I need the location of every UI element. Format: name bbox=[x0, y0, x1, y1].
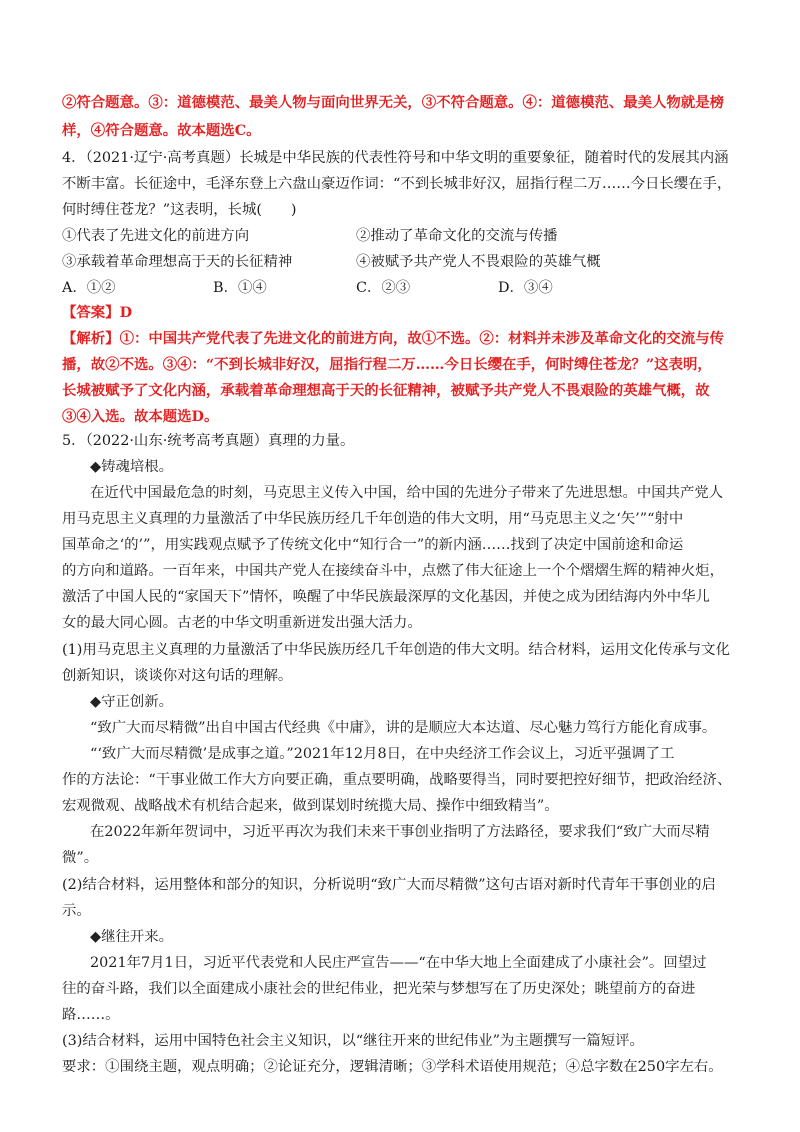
q5-stem: 5．（2022·山东·统考高考真题）真理的力量。 bbox=[62, 433, 355, 449]
q5-section-3-title: ◆继往开来。 bbox=[90, 929, 174, 945]
q4-analysis-line-4: ③④入选。故本题选D。 bbox=[62, 408, 219, 425]
q4-analysis-line-3: 长城被赋予了文化内涵，承载着革命理想高于天的长征精神，被赋予共产党人不畏艰险的英雄气概，故 bbox=[62, 382, 710, 399]
q5-section-3-line-2: 往的奋斗路，我们以全面建成小康社会的世纪伟业，把光荣与梦想写在了历史深处；眺望前方的奋进 bbox=[62, 981, 696, 997]
q5-section-1-line-5: 激活了中国人民的“家国天下”情怀，唤醒了中华民族最深厚的文化基因，并使之成为团结海内外中华儿 bbox=[62, 589, 710, 605]
q4-stem-line-2: 不断丰富。长征途中，毛泽东登上六盘山豪迈作词：“不到长城非好汉，屈指行程二万……今日长缨在手， bbox=[62, 176, 732, 192]
q4-analysis-line-2: 播，故②不选。③④：“不到长城非好汉，屈指行程二万……今日长缨在手，何时缚住苍龙？”这表明， bbox=[62, 356, 712, 373]
q4-answer: 【答案】D bbox=[62, 304, 133, 321]
q5-section-1-line-2: 用马克思主义真理的力量激活了中华民族历经几千年创造的伟大文明，用“马克思主义之‘矢’”“射中 bbox=[62, 511, 684, 527]
q4-stem-line-3: 何时缚住苍龙？”这表明，长城( ) bbox=[62, 202, 297, 218]
q4-item-2: ②推动了革命文化的交流与传播 bbox=[356, 228, 558, 244]
q4-item-1: ①代表了先进文化的前进方向 bbox=[62, 228, 250, 244]
q5-subquestion-2-line-2: 示。 bbox=[62, 903, 91, 919]
q4-choice-c: C．②③ bbox=[356, 280, 411, 296]
q5-section-2-line-2: “‘致广大而尽精微’是成事之道。”2021年12月8日，在中央经济工作会议上，习近平强调了工 bbox=[90, 746, 675, 762]
q5-section-1-title: ◆铸魂培根。 bbox=[90, 459, 174, 475]
q5-section-2-line-1: “致广大而尽精微”出自中国古代经典《中庸》，讲的是顺应大本达道、尽心魅力笃行方能化育成事。 bbox=[90, 720, 717, 736]
q5-section-2-line-5: 在2022年新年贺词中，习近平再次为我们未来干事创业指明了方法路径，要求我们“致广大而尽精 bbox=[90, 824, 710, 840]
q5-section-2-line-4: 宏观微观、战略战术有机结合起来，做到谋划时统揽大局、操作中细致精当”。 bbox=[62, 798, 559, 814]
q5-section-3-line-3: 路……。 bbox=[62, 1007, 120, 1023]
q5-requirements: 要求：①围绕主题，观点明确；②论证充分，逻辑清晰；③学科术语使用规范；④总字数在250字左右。 bbox=[62, 1059, 723, 1075]
q4-stem-line-1: 4．（2021·辽宁·高考真题）长城是中华民族的代表性符号和中华文明的重要象征，随着时代的发展其内涵 bbox=[62, 150, 729, 166]
q5-subquestion-2-line-1: (2)结合材料，运用整体和部分的知识，分析说明“致广大而尽精微”这句古语对新时代青年干事创业的启 bbox=[62, 877, 716, 893]
q5-section-2-line-3: 作的方法论：“干事业做工作大方向要正确，重点要明确，战略要得当，同时要把控好细节，把政治经济、 bbox=[62, 772, 732, 788]
q4-item-3: ③承载着革命理想高于天的长征精神 bbox=[62, 254, 293, 270]
prev-analysis-line-2: 样，④符合题意。故本题选C。 bbox=[62, 122, 261, 139]
q5-section-1-line-4: 的方向和道路。一百年来，中国共产党人在接续奋斗中，点燃了伟大征途上一个个熠熠生辉的精神火炬， bbox=[62, 563, 724, 579]
q4-choice-d: D．③④ bbox=[498, 280, 553, 296]
q5-section-2-title: ◆守正创新。 bbox=[90, 694, 174, 710]
q5-section-3-line-1: 2021年7月1日，习近平代表党和人民庄严宣告——“在中华大地上全面建成了小康社会”。回望过 bbox=[90, 955, 707, 971]
q5-section-1-line-1: 在近代中国最危急的时刻，马克思主义传入中国，给中国的先进分子带来了先进思想。中国共产党人 bbox=[90, 485, 724, 501]
q4-item-4: ④被赋予共产党人不畏艰险的英雄气概 bbox=[356, 254, 601, 270]
q4-choice-b: B．①④ bbox=[213, 280, 267, 296]
q5-section-1-line-6: 女的最大同心圆。古老的中华文明重新迸发出强大活力。 bbox=[62, 615, 422, 631]
prev-analysis-line-1: ②符合题意。③：道德模范、最美人物与面向世界无关，③不符合题意。④：道德模范、最美人物就是榜 bbox=[62, 94, 724, 111]
q4-choice-a: A．①② bbox=[62, 280, 116, 296]
q4-analysis-line-1: 【解析】①：中国共产党代表了先进文化的前进方向，故①不选。②：材料并未涉及革命文化的交流与传 bbox=[62, 330, 724, 347]
q5-subquestion-1-line-1: (1)用马克思主义真理的力量激活了中华民族历经几千年创造的伟大文明。结合材料，运用文化传承与文化 bbox=[62, 642, 730, 658]
q5-subquestion-3: (3)结合材料，运用中国特色社会主义知识，以“继往开来的世纪伟业”为主题撰写一篇短评。 bbox=[62, 1033, 644, 1049]
q5-section-2-line-6: 微”。 bbox=[62, 850, 99, 866]
q5-subquestion-1-line-2: 创新知识，谈谈你对这句话的理解。 bbox=[62, 668, 293, 684]
q5-section-1-line-3: 国革命之‘的’”，用实践观点赋予了传统文化中“知行合一”的新内涵……找到了决定中国前途和命运 bbox=[62, 537, 684, 553]
